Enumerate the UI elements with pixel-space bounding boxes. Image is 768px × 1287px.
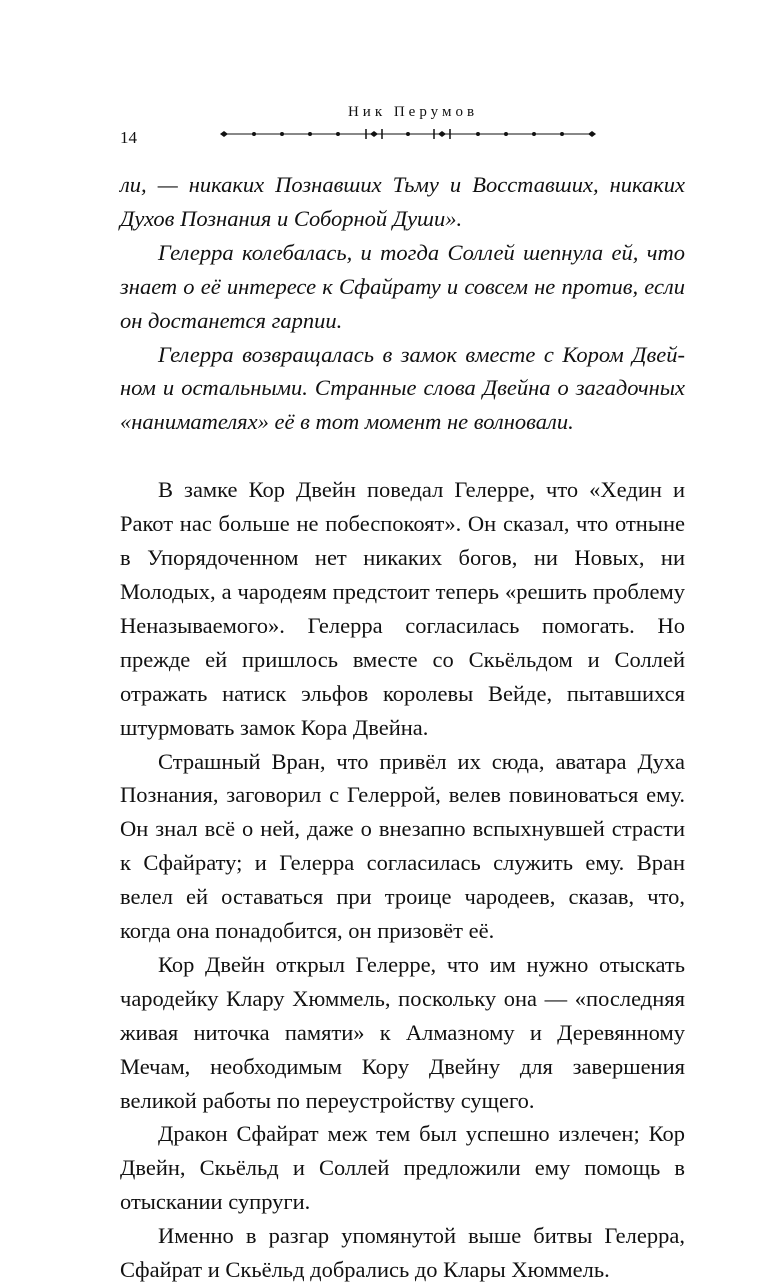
- paragraph: Гелерра возвращалась в замок вместе с Кором Двейном и остальными. Странные слова Двейна о загадочных «нанимателях» её в тот момент не волновали.: [120, 341, 685, 435]
- paragraph: В замке Кор Двейн поведал Гелерре, что «Хедин и Ракот нас больше не побеспокоят». Он сказал, что отныне в Упорядоченном нет никаких богов, ни Новых, ни Молодых, а чародеям предстоит теперь «решить проблему Неназываемого». Гелерра согласилась помогать. Но прежде ей пришлось вместе со Скьёльдом и Соллей отражать натиск эльфов королевы Вейде, пытавшихся штурмовать замок Кора Двейна.: [120, 477, 685, 740]
- paragraph: ли, — никаких Познавших Тьму и Восставших, никаких Духов Познания и Соборной Души».: [120, 172, 685, 231]
- running-title: Ник Перумов: [347, 104, 479, 120]
- paragraph: Страшный Вран, что привёл их сюда, аватара Духа Познания, заговорил с Гелеррой, велев повиноваться ему. Он знал всё о ней, даже о внезапно вспыхнувшей страсти к Сфайрату; и Гелерра согласилась служить ему. Вран велел ей оставаться при троице чародеев, сказав, что, когда она понадобится, он призовёт её.: [120, 748, 685, 944]
- dotted-rule-ornament-icon: [220, 126, 596, 142]
- body-text: [120, 168, 685, 1287]
- page-number: 14: [120, 128, 137, 147]
- paragraph: Именно в разгар упомянутой выше битвы Гелерра, Сфайрат и Скьёльд добрались до Клары Хюммель.: [120, 1223, 685, 1283]
- roman-section: [120, 473, 685, 1287]
- paragraph: Гелерра колебалась, и тогда Соллей шепнула ей, что знает о её интересе к Сфайрату и совсем не против, если он достанется гарпии.: [120, 239, 685, 333]
- paragraph: Дракон Сфайрат меж тем был успешно излечен; Кор Двейн, Скьёльд и Соллей предложили ему помощь в отыскании супруги.: [120, 1121, 685, 1215]
- italic-section: [120, 168, 685, 439]
- paragraph: Кор Двейн открыл Гелерре, что им нужно отыскать чародейку Клару Хюммель, поскольку она — «последняя живая ниточка памяти» к Алмазному и Деревянному Мечам, необходимым Кору Двейну для завершения великой работы по переустройству сущего.: [120, 951, 685, 1113]
